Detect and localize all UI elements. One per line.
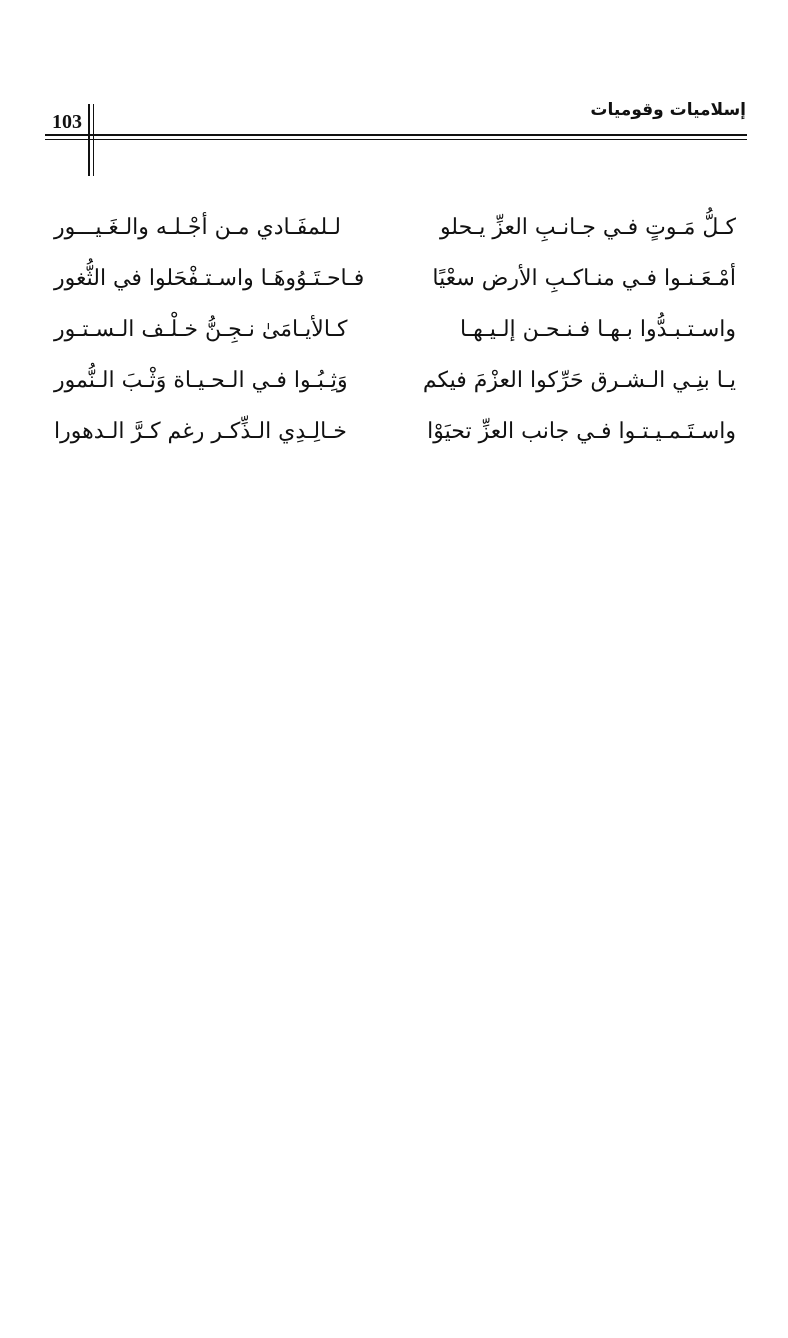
header-rule-thin — [45, 139, 747, 140]
verse-first-hemistich: واسـتـبـدُّوا بـهـا فـنـحـن إلـيـهـا — [460, 317, 736, 342]
verse — [40, 208, 752, 259]
header-rule-thick — [45, 134, 747, 136]
verse — [40, 412, 752, 463]
verse-first-hemistich: كـلُّ مَـوتٍ فـي جـانـبِ العزِّ يـحلو — [439, 215, 736, 240]
verse-first-hemistich: يـا بنِـي الـشـرق حَرِّكوا العزْمَ فيكم — [422, 368, 736, 393]
verse-second-hemistich: فـاحـتَـوُوهَـا واسـتـفْحَلوا في الثُّغور — [54, 266, 365, 291]
header-vertical-bar-thin — [93, 104, 94, 176]
verse — [40, 259, 752, 310]
poem — [40, 208, 752, 463]
verse-second-hemistich: لـلمفَـادي مـن أجْـلـه والـغَـيـــور — [54, 215, 341, 240]
page-number: 103 — [52, 111, 82, 133]
verse — [40, 361, 752, 412]
verse-second-hemistich: وَثِـبُـوا فـي الـحـيـاة وَثْـبَ الـنُّمور — [54, 368, 348, 393]
verse-first-hemistich: واسـتَـمـيـتـوا فـي جانب العزِّ تحيَوْا — [427, 419, 736, 444]
header-vertical-bar-thick — [88, 104, 90, 176]
verse — [40, 310, 752, 361]
verse-second-hemistich: خـالِـدِي الـذِّكـر رغم كـرَّ الـدهورا — [54, 419, 347, 444]
verse-first-hemistich: أمْـعَـنـوا فـي منـاكـبِ الأرض سعْيًا — [432, 266, 736, 291]
running-title: إسلاميات وقوميات — [590, 100, 746, 120]
verse-second-hemistich: كـالأيـامَىٰ نـجِـنُّ خـلْـف الـسـتـور — [54, 317, 348, 342]
